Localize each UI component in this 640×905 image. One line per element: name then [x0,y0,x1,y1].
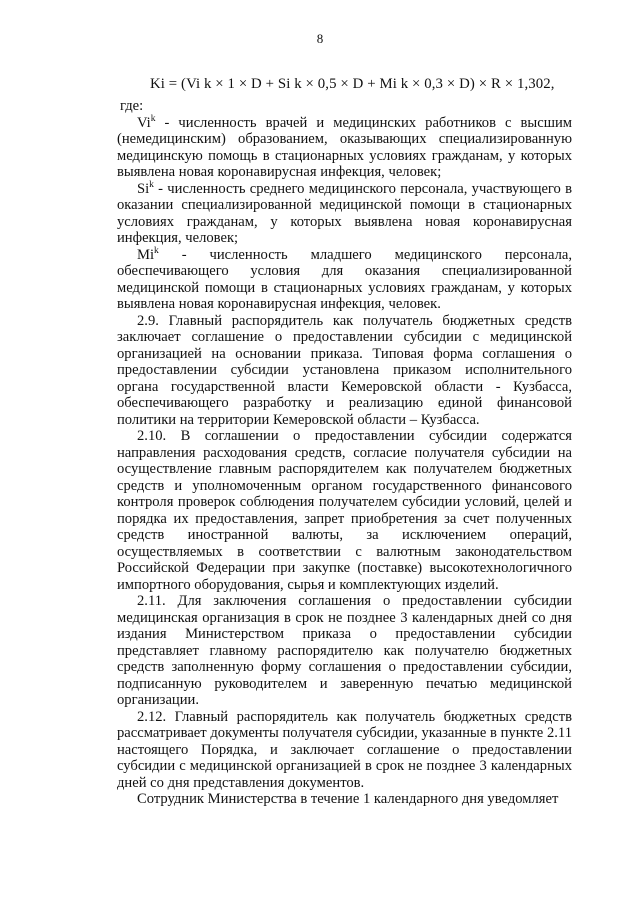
paragraph-2-10: 2.10. В соглашении о предоставлении субсидии содержатся направления расходования средств, согласие получателя субсидии на осуществление главным распорядителем как получателем бюджетных средств и уполномоченным органом государственного финансового контроля проверок соблюдения получателем субсидии условий, целей и порядка их предоставления, запрет приобретения за счет полученных средств иностранной валюты, за исключением операций, осуществляемых в соответствии с валютным законодательством Российской Федерации при закупке (поставке) высокотехнологичного импортного оборудования, сырья и комплектующих изделий. [117,428,572,593]
definition-vi [117,115,572,181]
paragraph-notification: Сотрудник Министерства в течение 1 календарного дня уведомляет [137,791,559,807]
definition-symbol: Mi$^k$ [137,245,159,263]
definition-text: - численность младшего медицинского персонала, обеспечивающего условия для оказания специализированной медицинской помощи в стационарных условиях гражданам, у которых выявлена новая коронавирусная инфекция, человек. [117,246,572,312]
document-body [117,98,572,808]
paragraph-2-11: 2.11. Для заключения соглашения о предоставлении субсидии медицинская организация в срок не позднее 3 календарных дней со дня издания Министерством приказа о предоставлении субсидии представляет главному распорядителю как получателю бюджетных средств заполненную форму соглашения о предоставлении субсидии, подписанную руководителем и заверенную печатью медицинской организации. [117,593,572,708]
definition-symbol: Si$^k$ [137,179,154,197]
paragraph-2-12: 2.12. Главный распорядитель как получатель бюджетных средств рассматривает документы получателя субсидии, указанные в пункте 2.11 настоящего Порядка, и заключает соглашение о предоставлении субсидии с медицинской организацией в срок не позднее 3 календарных дней со дня представления документов. [117,708,572,791]
formula-lhs: Ki [150,76,165,92]
where-label: где: [120,98,144,114]
definition-symbol: Vi$^k$ [137,113,156,131]
definition-text: - численность врачей и медицинских работников с высшим (немедицинским) образованием, оказывающих специализированную медицинскую помощь в стационарных условиях гражданам, у которых выявлена новая коронавирусная инфекция, человек; [117,114,572,180]
definition-si [117,181,572,247]
page-number: 8 [316,31,324,46]
definition-mi [117,247,572,313]
paragraph-2-9: 2.9. Главный распорядитель как получатель бюджетных средств заключает соглашение о предоставлении субсидии с медицинской организацией на основании приказа. Типовая форма соглашения о предоставлении субсидии установлена приказом исполнительного органа государственной власти Кемеровской области - Кузбасса, обеспечивающего разработку и реализацию единой финансовой политики на территории Кемеровской области – Кузбасса. [117,312,572,428]
formula-expression: = (Vi k × 1 × D + Si k × 0,5 × D + Mi k × 0,3 × D) × R × 1,302, [165,76,555,92]
payment-formula [150,76,590,93]
definition-text: - численность среднего медицинского персонала, участвующего в оказании специализированной медицинской помощи в стационарных условиях гражданам, у которых выявлена новая коронавирусная инфекция, человек; [117,180,572,246]
